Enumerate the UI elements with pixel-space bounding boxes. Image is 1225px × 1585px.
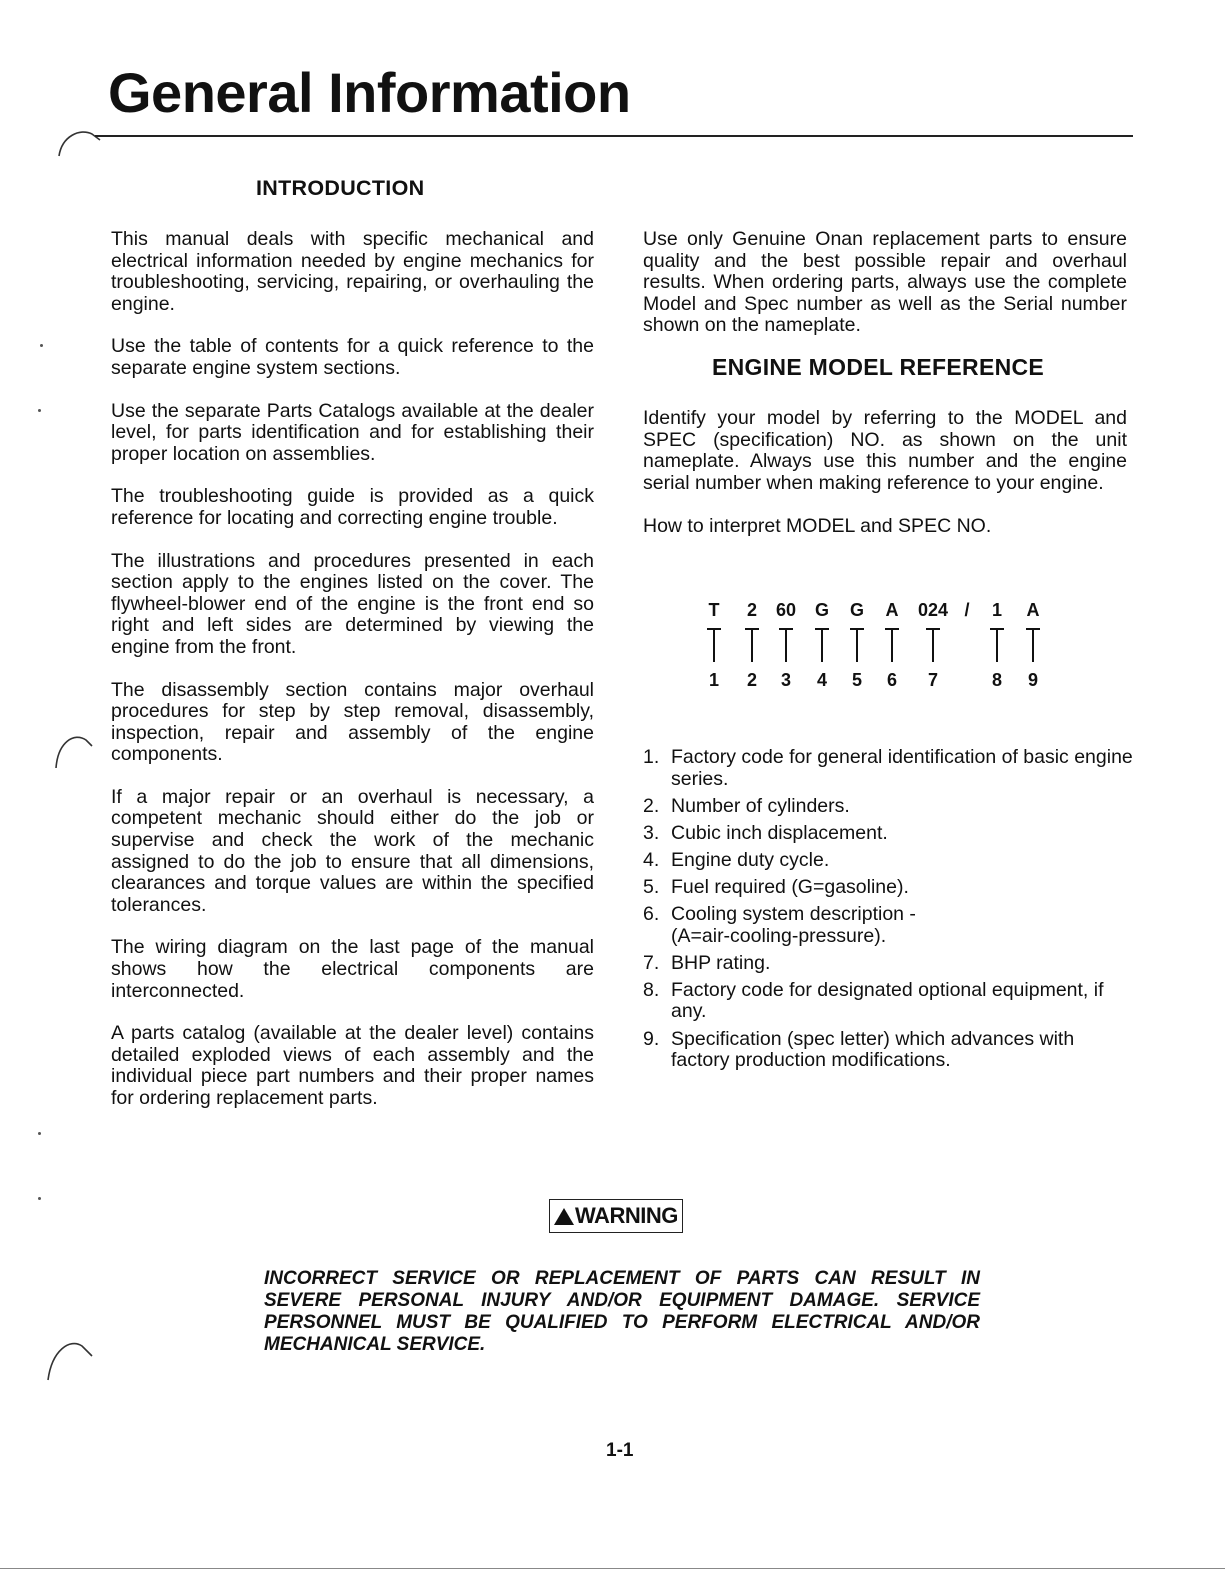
- binder-hole-mark-bottom: [42, 1334, 102, 1384]
- code-number: 4: [816, 670, 828, 690]
- list-item: 3. Cubic inch displacement.: [643, 821, 888, 844]
- left-column: [111, 229, 594, 1131]
- scan-speck: [38, 1197, 41, 1200]
- code-number: 3: [780, 670, 792, 690]
- code-symbol: A: [885, 600, 899, 620]
- code-number: 1: [708, 670, 720, 690]
- code-symbol: A: [1026, 600, 1040, 620]
- how-to-interpret-text: How to interpret MODEL and SPEC NO.: [643, 515, 992, 537]
- scan-speck: [38, 1132, 41, 1135]
- code-connector: [707, 628, 721, 662]
- code-connector: [815, 628, 829, 662]
- page-title: General Information: [108, 61, 631, 124]
- scan-edge-line: [0, 1568, 1225, 1569]
- code-symbol: T: [708, 600, 720, 620]
- code-symbol: G: [849, 600, 865, 620]
- code-connector: [1026, 628, 1040, 662]
- binder-hole-mark-middle: [48, 728, 108, 772]
- code-symbol: 1: [991, 600, 1003, 620]
- warning-text: INCORRECT SERVICE OR REPLACEMENT OF PARTS CAN RESULT IN SEVERE PERSONAL INJURY AND/OR EQUIPMENT DAMAGE. SERVICE PERSONNEL MUST BE QUALIFIED TO PERFORM ELECTRICAL AND/OR MECHANICAL SERVICE.: [264, 1268, 980, 1355]
- code-number: 8: [991, 670, 1003, 690]
- list-item: 4. Engine duty cycle.: [643, 848, 830, 871]
- introduction-heading: INTRODUCTION: [256, 176, 425, 200]
- code-connector: [926, 628, 940, 662]
- code-connector: [885, 628, 899, 662]
- code-symbol: 2: [746, 600, 758, 620]
- list-item: 9. Specification (spec letter) which advances with factory production modifications.: [643, 1027, 1075, 1072]
- intro-paragraph: The troubleshooting guide is provided as a quick reference for locating and correcting engine trouble.: [111, 485, 594, 529]
- code-connector: [779, 628, 793, 662]
- code-number: 9: [1027, 670, 1039, 690]
- code-symbol: 60: [775, 600, 797, 620]
- code-legend-list: [643, 747, 1133, 1077]
- right-column: [643, 229, 1127, 358]
- scan-speck: [40, 344, 43, 347]
- code-connector: [990, 628, 1004, 662]
- intro-paragraph: Use the table of contents for a quick reference to the separate engine system sections.: [111, 335, 594, 379]
- code-number: 7: [927, 670, 939, 690]
- model-spec-code-diagram: [690, 600, 1060, 700]
- code-number: 2: [746, 670, 758, 690]
- title-divider: [95, 135, 1133, 137]
- binder-hole-mark-top: [56, 128, 116, 158]
- list-item: 6. Cooling system description - (A=air-cooling-pressure).: [643, 903, 916, 947]
- code-connector: [850, 628, 864, 662]
- code-symbol: 024: [917, 600, 949, 620]
- intro-paragraph: This manual deals with specific mechanical and electrical information needed by engine mechanics for troubleshooting, servicing, repairing, or overhauling the engine.: [111, 228, 594, 315]
- intro-paragraph: Use the separate Parts Catalogs available at the dealer level, for parts identification and for establishing their proper location on assemblies.: [111, 399, 594, 465]
- page-number: 1-1: [606, 1440, 634, 1461]
- list-item: 5. Fuel required (G=gasoline).: [643, 875, 909, 898]
- intro-paragraph: The illustrations and procedures presented in each section apply to the engines listed on the cover. The flywheel-blower end of the engine is the front end so right and left sides are determined by viewing the engine from the front.: [111, 549, 594, 658]
- code-symbol: /: [964, 600, 970, 620]
- code-symbol: G: [814, 600, 830, 620]
- code-number: 6: [886, 670, 898, 690]
- genuine-parts-paragraph: Use only Genuine Onan replacement parts to ensure quality and the best possible repair and overhaul results. When ordering parts, always use the complete Model and Spec number as well as the Serial number shown on the nameplate.: [643, 228, 1127, 337]
- identify-model-paragraph: Identify your model by referring to the MODEL and SPEC (specification) NO. as shown on the unit nameplate. Always use this number and the engine serial number when making reference to your engine.: [643, 407, 1127, 494]
- warning-label: WARNING: [549, 1199, 683, 1233]
- intro-paragraph: If a major repair or an overhaul is necessary, a competent mechanic should either do the job or supervise and check the work of the mechanic assigned to do the job to ensure that all dimensions, clearances and torque values are within the specified tolerances.: [111, 785, 594, 916]
- list-item: 8. Factory code for designated optional equipment, if any.: [643, 978, 1104, 1023]
- list-item: 1. Factory code for general identification of basic engine series.: [643, 746, 1133, 790]
- code-connector: [745, 628, 759, 662]
- code-number: 5: [851, 670, 863, 690]
- intro-paragraph: The wiring diagram on the last page of the manual shows how the electrical components are interconnected.: [111, 936, 594, 1002]
- warning-triangle-icon: [554, 1208, 574, 1225]
- scan-speck: [38, 409, 41, 412]
- intro-paragraph: A parts catalog (available at the dealer level) contains detailed exploded views of each assembly and the individual piece part numbers and their proper names for ordering replacement parts.: [111, 1022, 594, 1109]
- intro-paragraph: The disassembly section contains major overhaul procedures for step by step removal, disassembly, inspection, repair and assembly of the engine components.: [111, 678, 594, 766]
- list-item: 7. BHP rating.: [643, 951, 771, 974]
- engine-model-reference-heading: ENGINE MODEL REFERENCE: [712, 354, 1045, 380]
- list-item: 2. Number of cylinders.: [643, 794, 850, 817]
